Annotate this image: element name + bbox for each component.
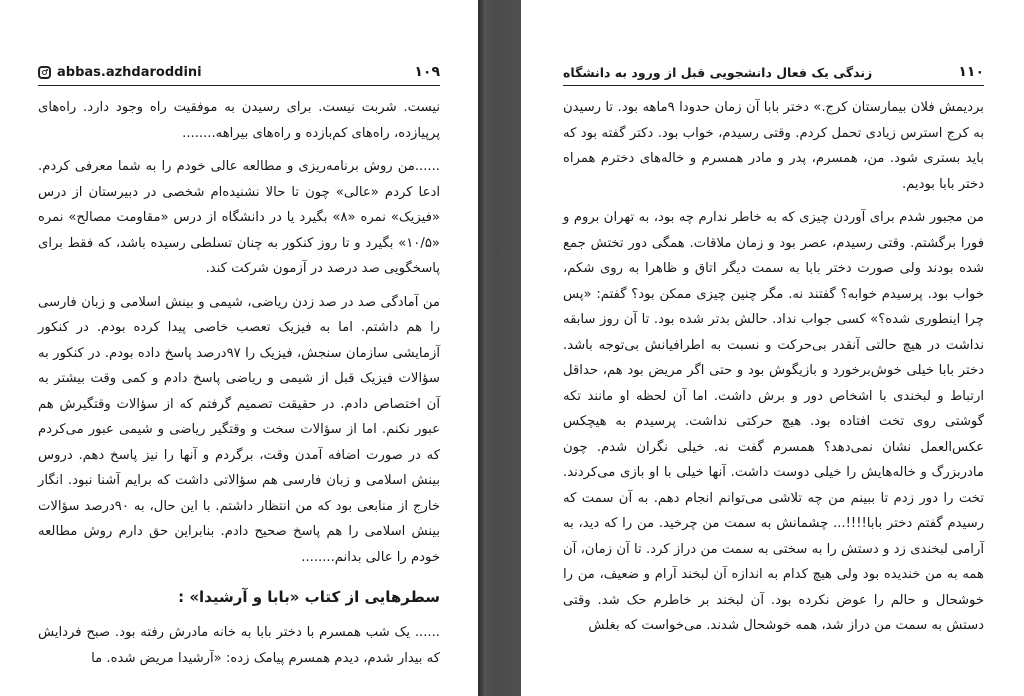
- paragraph: ......من روش برنامه‌ریزی و مطالعه عالی خودم را به شما معرفی کردم. ادعا کردم «عالی» چون تا حالا نشنیده‌ام شخصی در دبیرستان از درس «فیزیک» نمره «۸» بگیرد یا در دانشگاه از درس «مقاومت مصالح» نمره «۱۰/۵» بگیرد و تا روز کنکور به چنان تسلطی رسیده باشد، که فقط برای پاسخگویی صد درصد در آزمون شرکت کند.: [38, 159, 440, 276]
- right-page-body: [563, 95, 984, 647]
- paragraph: ...... یک شب همسرم با دختر بابا به خانه مادرش رفته بود. صبح فردایش که بیدار شدم، دیدم همسرم پیامک زده: «آرشیدا مریض شده. ما: [38, 625, 440, 666]
- paragraph: بردیمش فلان بیمارستان کرج.» دختر بابا آن زمان حدودا ۹ماهه بود. تا رسیدن به کرج استرس زیادی تحمل کردم. وقتی رسیدم، خواب بود. دکتر گفته بود که باید بستری شود. من، همسرم، پدر و مادر همسرم و خاله‌های دخترم همراه دختر بابا بودیم.: [563, 100, 984, 192]
- header-rule-right: [563, 85, 984, 86]
- right-page: [521, 0, 1024, 696]
- running-title: زندگی یک فعال دانشجویی قبل از ورود به دانشگاه: [563, 64, 873, 80]
- instagram-icon: [38, 66, 51, 79]
- left-page: [0, 0, 478, 696]
- left-page-header: [38, 62, 440, 82]
- page-number-left: ۱۰۹: [414, 64, 440, 80]
- page-number-right: ۱۱۰: [958, 64, 984, 80]
- section-heading: سطرهایی از کتاب «بابا و آرشیدا» :: [178, 588, 440, 606]
- paragraph: من آمادگی صد در صد زدن ریاضی، شیمی و بینش اسلامی و زبان فارسی را هم داشتم. اما به فیزیک تعصب خاصی پیدا کرده بودم. در کنکور آزمایشی سازمان سنجش، فیزیک را ۹۷درصد پاسخ داده بودم. در کنکور به سؤالات فیزیک قبل از شیمی و ریاضی پاسخ دادم و کمی وقت بیشتر به آن اختصاص دادم. در حقیقت تصمیم گرفتم که از سؤالات وقتگیرش هم عبور نکنم. اما از سؤالات سخت و وقتگیر ریاضی و شیمی عبور می‌کردم که در صورت اضافه آمدن وقت، برگردم و آنها را نیز پاسخ دهم. دروس بینش اسلامی و زبان فارسی هم سؤالاتی داشت که برایم آشنا نبود. انگار خارج از منابعی بود که من انتظار داشتم. با این حال، به ۹۰درصد سؤالات بینش اسلامی را هم پاسخ صحیح دادم. بنابراین حق دارم روش مطالعه خودم را عالی بدانم........: [38, 294, 441, 565]
- paragraph: نیست. شربت نیست. برای رسیدن به موفقیت راه وجود دارد. راه‌های پرپیازده، راه‌های کم‌بازده و راه‌های بیراهه........: [38, 100, 440, 141]
- author-handle: [38, 65, 202, 80]
- paragraph: من مجبور شدم برای آوردن چیزی که به خاطر ندارم چه بود، به تهران بروم و فورا برگشتم. وقتی رسیدم، عصر بود و زمان ملاقات. همگی دور تختش جمع شده بودند ولی صورت دختر بابا به سمت دیگر اتاق و ظاهرا به روی شکم، خواب بود. پرسیدم خوابه؟ گفتند نه. مگر چنین چیزی ممکن بود؟ گفتم: «پس چرا اینطوری شده؟» کسی جواب نداد. حالش بدتر شده بود. تا آن روز سابقه نداشت در هیچ حالتی آنقدر بی‌حرکت و نسبت به اطرافیانش بی‌توجه باشد. دختر بابا خیلی خوش‌برخورد و بازیگوش بود و حتی اگر مریض بود هم، حداقل ارتباط و لبخندی با اشخاص دور و برش داشت. اما آن لحظه او مانند تکه گوشتی روی تخت افتاده بود. هیچ حرکتی نداشت. پرسیدم به هیچکس عکس‌العمل نشان نمی‌دهد؟ همسرم گفت نه. خیلی نگران شدم. چون مادربزرگ و خاله‌هایش را خیلی دوست داشت. آنها خیلی با او بازی می‌کردند. تخت را دور زدم تا ببینم من چه تلاشی می‌توانم انجام دهم. به آن سمت که رسیدم گفتم دختر بابا!!!!... چشمانش به سمت من چرخید. من را که دید، به آرامی لبخندی زد و دستش را به سختی به سمت من دراز کرد. تا آن زمان، آن همه به من خندیده بود ولی هیچ کدام به اندازه آن لبخند آرام و ضعیف، من را خوشحال و حالم را عوض نکرده بود. آن لبخند بر خاطرم حک شد. وقتی دستش به سمت من دراز شد، همه خوشحال شدند. می‌خواست که بغلش: [563, 210, 984, 633]
- left-page-body: [38, 95, 440, 679]
- book-gutter: [478, 0, 521, 696]
- right-page-header: [563, 62, 984, 82]
- author-handle-text: abbas.azhdaroddini: [57, 64, 202, 80]
- header-rule-left: [38, 85, 440, 86]
